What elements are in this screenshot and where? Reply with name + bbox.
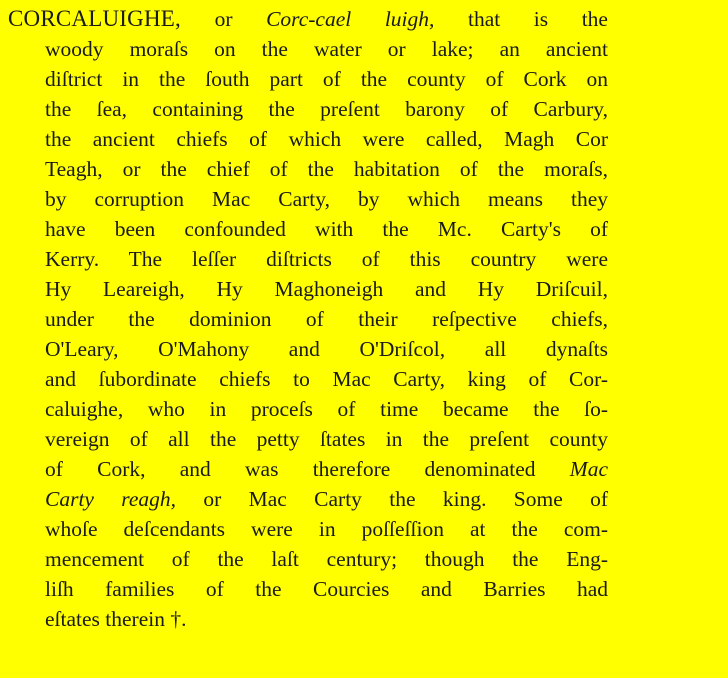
italic-text: Corc-cael luigh, — [266, 7, 435, 31]
body-text: woody moraſs on the water or lake; an ancient — [45, 37, 608, 61]
entry-line — [8, 184, 608, 214]
entry-line — [8, 604, 608, 634]
entry-line — [8, 124, 608, 154]
entry-line — [8, 574, 608, 604]
body-text: that is the — [434, 7, 608, 31]
dictionary-entry — [8, 4, 608, 634]
body-text: the ſea, containing the preſent barony of Carbury, — [45, 97, 608, 121]
body-text: eſtates therein †. — [45, 607, 187, 631]
body-text: by corruption Mac Carty, by which means they — [45, 187, 608, 211]
entry-line — [8, 304, 608, 334]
entry-line — [8, 64, 608, 94]
body-text: the ancient chiefs of which were called, Magh Cor — [45, 127, 608, 151]
body-text: of Cork, and was therefore denominated — [45, 457, 570, 481]
entry-line — [8, 514, 608, 544]
body-text: Kerry. The leſſer diſtricts of this country were — [45, 247, 608, 271]
entry-line — [8, 484, 608, 514]
body-text: vereign of all the petty ſtates in the preſent county — [45, 427, 608, 451]
entry-line — [8, 244, 608, 274]
body-text: have been confounded with the Mc. Carty's of — [45, 217, 608, 241]
body-text: whoſe deſcendants were in poſſeſſion at the com- — [45, 517, 608, 541]
entry-line — [8, 394, 608, 424]
body-text: diſtrict in the ſouth part of the county of Cork on — [45, 67, 608, 91]
body-text: or — [180, 7, 267, 31]
body-text: mencement of the laſt century; though the Eng- — [45, 547, 608, 571]
body-text: Teagh, or the chief of the habitation of the moraſs, — [45, 157, 608, 181]
entry-line — [8, 214, 608, 244]
body-text: caluighe, who in proceſs of time became the ſo- — [45, 397, 608, 421]
entry-line — [8, 424, 608, 454]
entry-line — [8, 544, 608, 574]
entry-line — [8, 454, 608, 484]
entry-line — [8, 334, 608, 364]
entry-line — [8, 94, 608, 124]
entry-line — [8, 154, 608, 184]
body-text: liſh families of the Courcies and Barries had — [45, 577, 608, 601]
entry-line — [8, 364, 608, 394]
italic-text: Mac — [569, 457, 608, 481]
entry-line — [8, 34, 608, 64]
entry-headword: CORCALUIGHE, — [8, 6, 181, 31]
body-text: and ſubordinate chiefs to Mac Carty, king of Cor- — [45, 367, 608, 391]
body-text: Hy Leareigh, Hy Maghoneigh and Hy Driſcuil, — [45, 277, 608, 301]
entry-line — [8, 4, 608, 34]
entry-line — [8, 274, 608, 304]
body-text: under the dominion of their reſpective chiefs, — [45, 307, 608, 331]
body-text: O'Leary, O'Mahony and O'Driſcol, all dynaſts — [45, 337, 608, 361]
italic-text: Carty reagh, — [45, 487, 177, 511]
body-text: or Mac Carty the king. Some of — [176, 487, 608, 511]
